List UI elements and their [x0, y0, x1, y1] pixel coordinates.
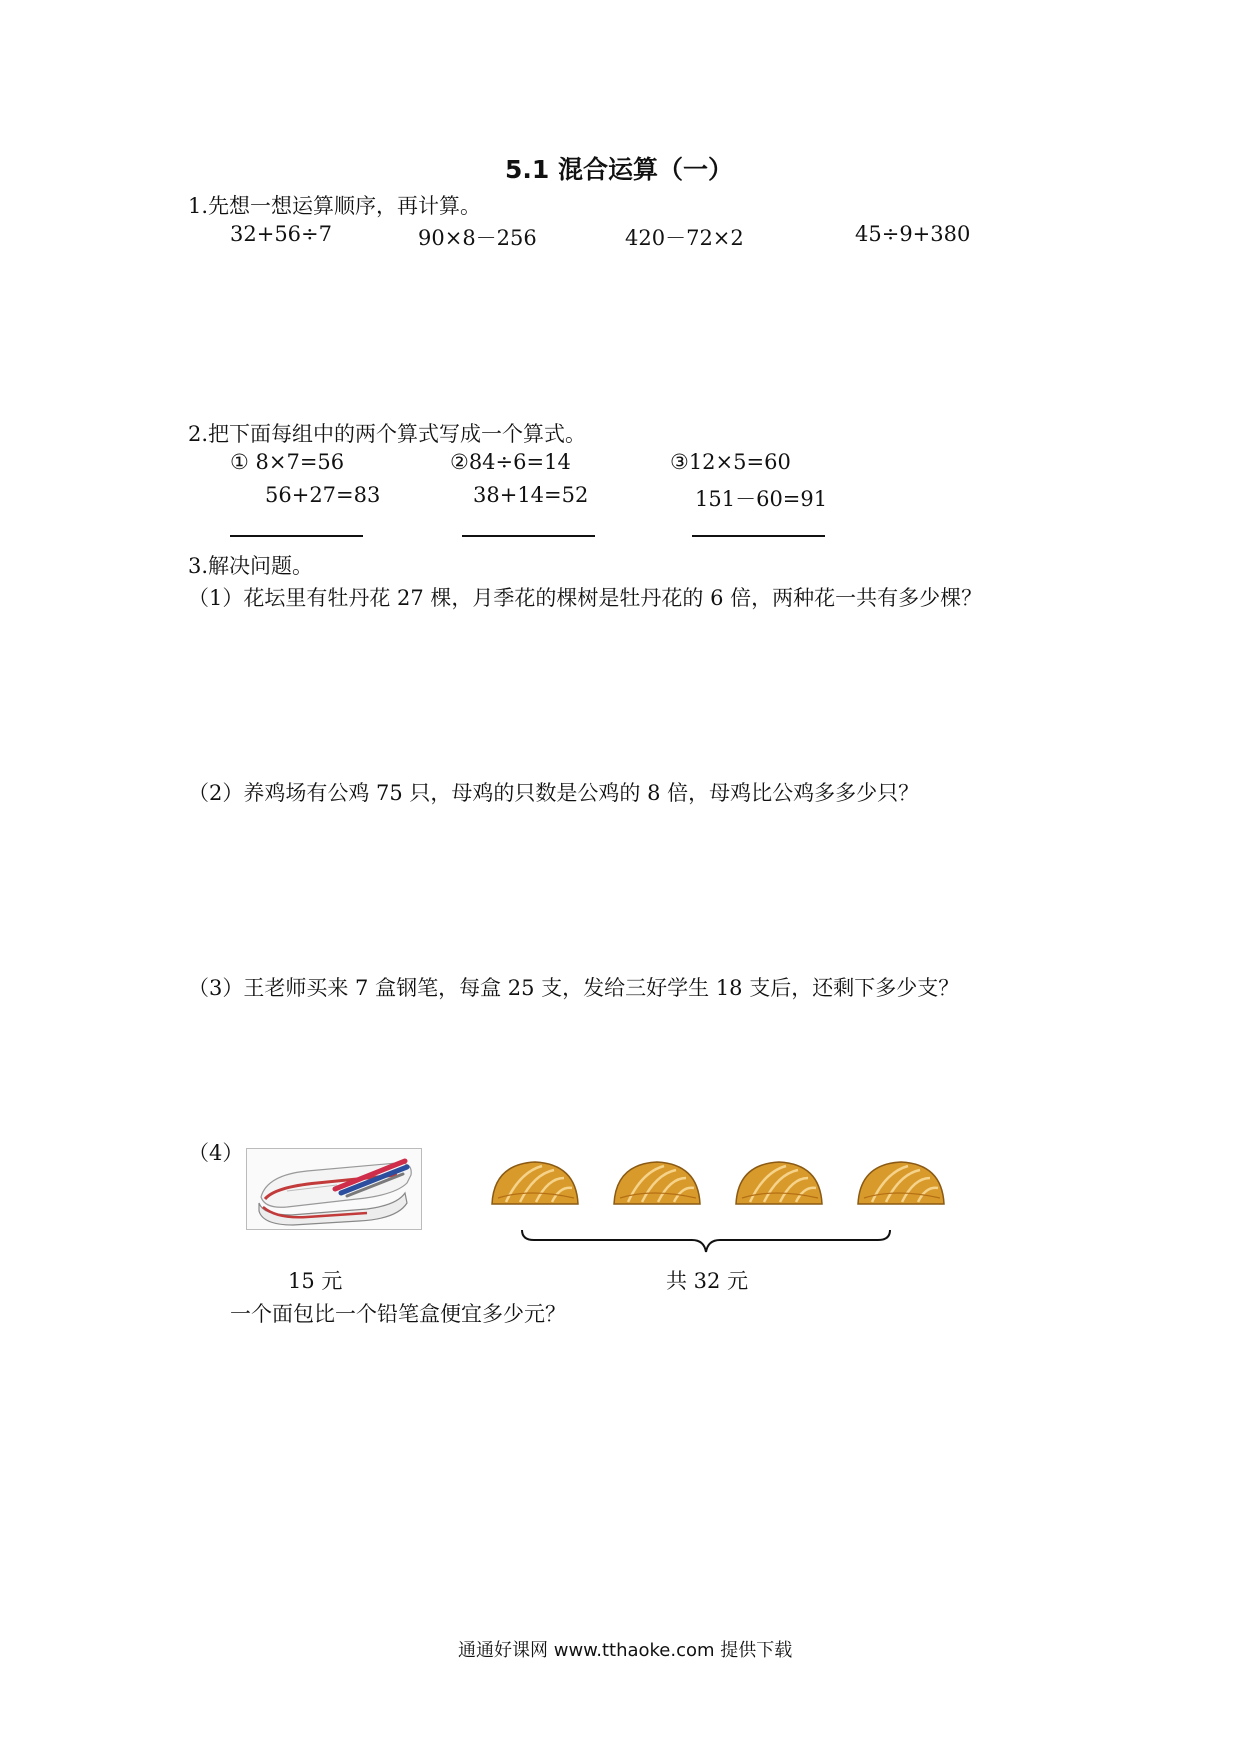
bread-image-2 [612, 1158, 702, 1206]
bread-image-4 [856, 1158, 946, 1206]
pencil-case-price: 15 元 [288, 1269, 343, 1293]
footer-source: 通通好课网 www.tthaoke.com 提供下载 [458, 1640, 793, 1661]
q3-problem-4-question: 一个面包比一个铅笔盒便宜多少元？ [230, 1302, 566, 1326]
q2-group1-line2: 56+27=83 [265, 483, 381, 507]
q3-heading: 3.解决问题。 [188, 554, 314, 578]
q2-group2-line2: 38+14=52 [473, 483, 589, 507]
bread-image-1 [490, 1158, 580, 1206]
q2-group2-line1: ②84÷6=14 [450, 450, 571, 474]
q3-problem-3: （3）王老师买来 7 盒钢笔，每盒 25 支，发给三好学生 18 支后，还剩下多少支？ [188, 976, 960, 1000]
q1-heading: 1.先想一想运算顺序，再计算。 [188, 194, 482, 218]
page-title: 5.1 混合运算（一） [505, 155, 733, 184]
q3-problem-4-label: （4） [188, 1141, 244, 1165]
bread-total-price: 共 32 元 [666, 1269, 749, 1293]
q2-group3-line2: 151－60=91 [695, 487, 828, 511]
q3-problem-1: （1）花坛里有牡丹花 27 棵，月季花的棵树是牡丹花的 6 倍，两种花一共有多少棵？ [188, 586, 983, 610]
q1-expr-2: 90×8－256 [418, 226, 537, 250]
q1-expr-3: 420－72×2 [625, 226, 744, 250]
q2-group1-line1: ① 8×7=56 [230, 450, 345, 474]
q1-expr-1: 32+56÷7 [230, 222, 332, 246]
q2-answer-line-2 [462, 535, 595, 537]
q2-heading: 2.把下面每组中的两个算式写成一个算式。 [188, 422, 587, 446]
brace-icon [520, 1226, 892, 1256]
q2-answer-line-3 [692, 535, 825, 537]
q2-answer-line-1 [230, 535, 363, 537]
q1-expr-4: 45÷9+380 [855, 222, 971, 246]
q2-group3-line1: ③12×5=60 [670, 450, 791, 474]
bread-image-3 [734, 1158, 824, 1206]
pencil-case-image [246, 1148, 422, 1230]
q3-problem-2: （2）养鸡场有公鸡 75 只，母鸡的只数是公鸡的 8 倍，母鸡比公鸡多多少只？ [188, 781, 920, 805]
